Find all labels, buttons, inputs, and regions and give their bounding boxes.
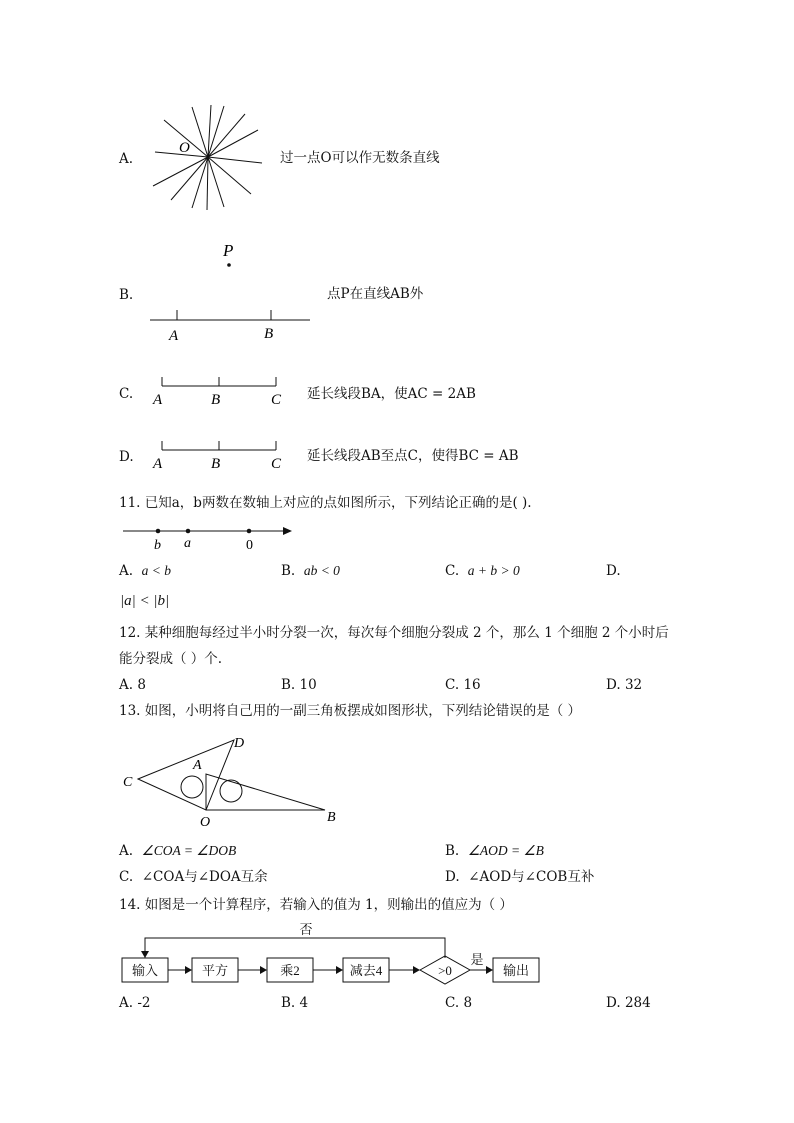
option-text: 8: [137, 677, 146, 693]
point-label-zero: 0: [246, 538, 253, 553]
flow-label-decision: >0: [438, 963, 452, 978]
q14-option-c: [445, 994, 472, 1012]
q13-option-c: [119, 868, 268, 886]
point-label-d: D: [234, 736, 245, 751]
flow-label-output: 输出: [502, 963, 530, 978]
option-label: A.: [119, 677, 134, 693]
option-text: ∠COA = ∠DOB: [141, 843, 237, 858]
option-label: D.: [606, 677, 621, 693]
option-label: C.: [119, 869, 134, 885]
option-text: a < b: [141, 563, 172, 578]
flow-label-subtract: 减去4: [349, 963, 383, 978]
option-label: B.: [281, 677, 296, 693]
ray-line: [192, 107, 208, 157]
flow-label-multiply: 乘2: [280, 963, 300, 978]
arrow-right-icon: [260, 966, 267, 974]
point-label-b: b: [154, 538, 161, 553]
option-label: A.: [119, 843, 134, 859]
q10-b-figure: [145, 238, 315, 348]
option-text: 16: [463, 677, 481, 693]
point-label-p: P: [223, 241, 234, 260]
q13-option-b: [445, 842, 544, 860]
arrow-down-icon: [141, 951, 149, 958]
flow-label-yes: 是: [470, 952, 484, 967]
option-text: 10: [299, 677, 317, 693]
option-label: B.: [281, 995, 296, 1011]
q12-stem-line1: 12. 某种细胞每经过半小时分裂一次，每次每个细胞分裂成 2 个，那么 1 个细胞 2 个小时后: [119, 625, 669, 641]
option-text: ab < 0: [303, 563, 340, 578]
flow-label-input: 输入: [131, 963, 159, 978]
q11-option-c: [445, 562, 520, 580]
q13-option-a: [119, 842, 236, 860]
q10-option-a-label: A.: [119, 151, 134, 167]
q10-option-c-label: C.: [119, 386, 134, 402]
q14-option-d: [606, 994, 651, 1012]
q12-option-d: [606, 676, 642, 694]
q14-option-b: [281, 994, 308, 1012]
point-label-c: C: [123, 775, 133, 790]
point-label-a: A: [193, 758, 202, 773]
point-label-a: A: [153, 392, 163, 408]
option-label: D.: [445, 869, 460, 885]
q11-option-b: [281, 562, 340, 580]
point-label-o: O: [179, 140, 190, 156]
arrow-right-icon: [486, 966, 493, 974]
triangle-aob: [206, 774, 325, 810]
q10-option-b-text: 点P在直线AB外: [327, 286, 424, 302]
q14-stem: 14. 如图是一个计算程序，若输入的值为 1，则输出的值应为（ ）: [119, 897, 513, 913]
q11-option-d-text: |a| < |b|: [120, 593, 170, 609]
arrow-right-icon: [283, 527, 292, 535]
q11-number-line: [120, 520, 300, 556]
option-text: ∠AOD = ∠B: [467, 843, 544, 858]
arrow-right-icon: [336, 966, 343, 974]
flow-label-square: 平方: [201, 963, 229, 978]
option-text: 284: [624, 995, 651, 1011]
point-label-b: B: [327, 810, 336, 825]
triangle-cdo: [138, 740, 234, 810]
flow-label-no: 否: [299, 922, 313, 937]
option-text: ∠AOD与∠COB互补: [468, 869, 595, 885]
point-a: [186, 529, 191, 534]
q10-option-c-text: 延长线段BA，使AC = 2AB: [307, 386, 476, 402]
ray-line: [208, 114, 245, 157]
point-b: [156, 529, 161, 534]
option-label: A.: [119, 563, 134, 579]
q10-option-b-label: B.: [119, 287, 134, 303]
q13-stem: 13. 如图，小明将自己用的一副三角板摆成如图形状，下列结论错误的是（ ）: [119, 703, 582, 719]
q11-option-d-label: D.: [606, 563, 621, 579]
point-zero: [247, 529, 252, 534]
q11-option-a: [119, 562, 171, 580]
ray-line: [208, 157, 262, 163]
q12-option-a: [119, 676, 146, 694]
point-label-b: B: [211, 392, 221, 408]
hole-circle-2: [220, 780, 242, 802]
q10-option-d-text: 延长线段AB至点C，使得BC = AB: [307, 448, 519, 464]
option-label: D.: [606, 995, 621, 1011]
q10-option-a-text: 过一点O可以作无数条直线: [280, 150, 440, 166]
arrow-right-icon: [413, 966, 420, 974]
q14-flowchart: [110, 918, 550, 993]
q10-c-figure: [150, 372, 290, 408]
option-label: C.: [445, 995, 460, 1011]
q12-option-b: [281, 676, 317, 694]
option-label: B.: [281, 563, 296, 579]
option-text: ∠COA与∠DOA互余: [141, 869, 268, 885]
option-text: 4: [299, 995, 309, 1011]
point-label-a: a: [184, 536, 191, 551]
feedback-line: [145, 938, 445, 958]
option-label: C.: [445, 677, 460, 693]
q13-option-d: [445, 868, 594, 886]
option-text: 32: [624, 677, 643, 693]
point-label-a: A: [153, 456, 163, 472]
point-label-o: O: [200, 815, 211, 830]
hole-circle-1: [181, 776, 203, 798]
ray-line: [207, 157, 208, 210]
option-text: a + b > 0: [467, 563, 520, 578]
q14-option-a: [119, 994, 151, 1012]
q11-stem: 11. 已知a，b两数在数轴上对应的点如图所示，下列结论正确的是( ).: [119, 495, 532, 511]
option-label: B.: [445, 843, 460, 859]
point-label-a: A: [169, 328, 179, 344]
q10-a-figure: [145, 100, 270, 220]
point-label-c: C: [271, 392, 282, 408]
q12-stem-line2: 能分裂成（ ）个.: [119, 651, 223, 667]
arrow-right-icon: [185, 966, 192, 974]
q10-option-d-label: D.: [119, 449, 134, 465]
point-label-b: B: [264, 326, 274, 342]
q10-d-figure: [150, 436, 290, 472]
point-p: [227, 263, 231, 267]
point-label-c: C: [271, 456, 282, 472]
point-label-b: B: [211, 456, 221, 472]
option-text: 8: [463, 995, 473, 1011]
option-label: C.: [445, 563, 460, 579]
option-text: -2: [137, 995, 151, 1011]
option-label: A.: [119, 995, 134, 1011]
q12-option-c: [445, 676, 481, 694]
q13-triangle-figure: [120, 732, 350, 832]
